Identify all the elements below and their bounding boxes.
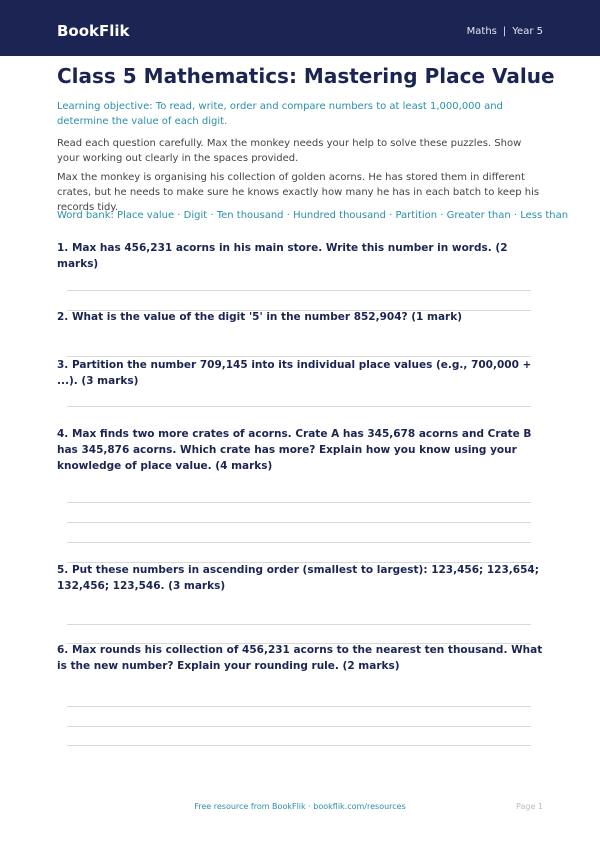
word-bank: Word bank: Place value · Digit · Ten thousand · Hundred thousand · Partition · Greater than · Less than (57, 210, 569, 221)
header-meta (467, 26, 543, 38)
question-3: 3. Partition the number 709,145 into its individual place values (e.g., 700,000 + ...). (3 marks) (57, 359, 532, 387)
answer-line[interactable] (67, 522, 531, 523)
answer-line[interactable] (67, 706, 531, 707)
page-header (0, 0, 600, 56)
answer-line[interactable] (67, 406, 531, 407)
subject-label: Maths (466, 26, 497, 37)
answer-line[interactable] (67, 624, 531, 625)
meta-separator: | (502, 26, 507, 37)
instructions-paragraph: Read each question carefully. Max the monkey needs your help to solve these puzzles. Show your working out clearly in the spaces provided. (57, 138, 522, 164)
question-1: 1. Max has 456,231 acorns in his main store. Write this number in words. (2 marks) (57, 242, 508, 270)
question-6: 6. Max rounds his collection of 456,231 acorns to the nearest ten thousand. What is the new number? Explain your rounding rule. (2 marks) (57, 644, 543, 672)
year-label: Year 5 (512, 26, 543, 37)
question-4: 4. Max finds two more crates of acorns. Crate A has 345,678 acorns and Crate B has 345,876 acorns. Which crate has more? Explain how you know using your knowledge of place value. (4 marks) (57, 428, 532, 472)
page-title: Class 5 Mathematics: Mastering Place Value (57, 64, 555, 88)
footer-link[interactable]: Free resource from BookFlik · bookflik.com/resources (194, 802, 406, 811)
learning-objective: Learning objective: To read, write, order and compare numbers to at least 1,000,000 and determine the value of each digit. (57, 101, 503, 127)
question-2: 2. What is the value of the digit '5' in the number 852,904? (1 mark) (57, 311, 463, 323)
answer-line[interactable] (67, 502, 531, 503)
answer-line[interactable] (67, 290, 531, 291)
answer-line[interactable] (67, 542, 531, 543)
question-5: 5. Put these numbers in ascending order (smallest to largest): 123,456; 123,654; 132,456; 123,546. (3 marks) (57, 564, 539, 592)
answer-line[interactable] (67, 745, 531, 746)
brand-logo: BookFlik (57, 22, 130, 40)
answer-line[interactable] (67, 726, 531, 727)
story-paragraph: Max the monkey is organising his collection of golden acorns. He has stored them in different crates, but he needs to make sure he knows exactly how many he has in each batch to keep his records tidy. (57, 172, 540, 213)
page-number: Page 1 (516, 802, 543, 811)
